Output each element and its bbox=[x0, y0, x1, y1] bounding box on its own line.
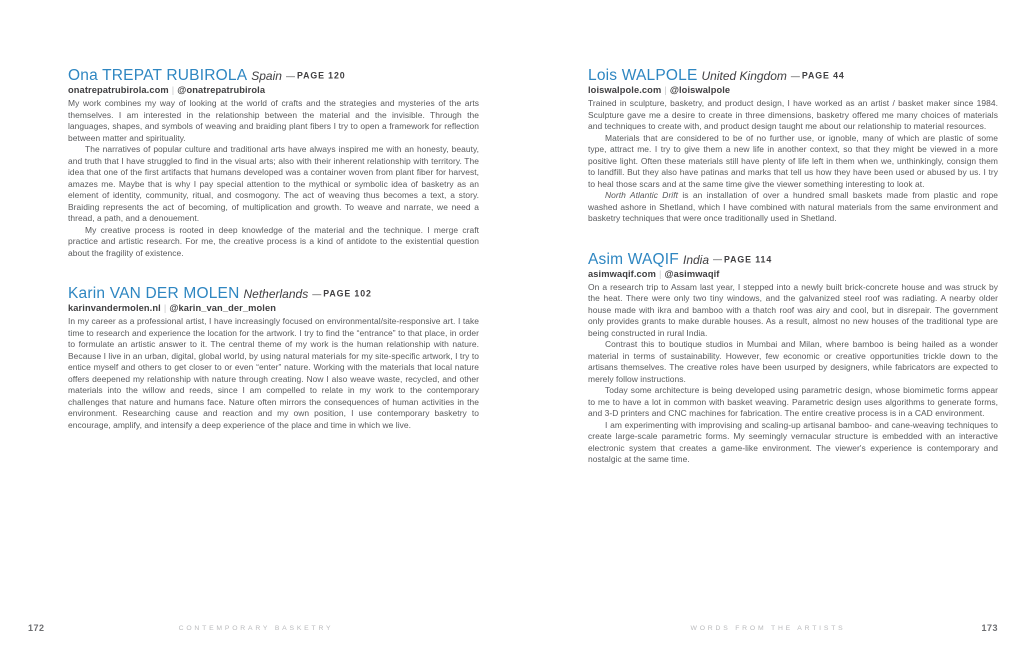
artist-website: loiswalpole.com bbox=[588, 85, 662, 95]
page-right-content bbox=[588, 64, 998, 466]
dash-separator: — bbox=[790, 70, 800, 81]
artist-heading bbox=[588, 248, 998, 269]
bio-paragraph: On a research trip to Assam last year, I stepped into a newly built brick-concrete house and was struck by the heat. There were only two tiny windows, and the galvanized steel roof was radiating. A nearby older house made with ikra and bamboo with a thatch roof was airy and cool, but in disrepair. The government only provides grants to make durable houses. As a result, almost no new houses of the traditional type are being constructed in rural India. bbox=[588, 281, 998, 338]
artist-name: Asim WAQIF bbox=[588, 250, 679, 268]
artist-name: Ona TREPAT RUBIROLA bbox=[68, 67, 248, 84]
artist-section bbox=[588, 64, 998, 225]
artist-heading bbox=[68, 282, 479, 303]
artist-bio bbox=[68, 98, 479, 259]
page-number-right: 173 bbox=[981, 623, 998, 633]
artist-contact-line bbox=[588, 85, 998, 96]
contact-separator: | bbox=[658, 268, 662, 279]
bio-paragraph: My creative process is rooted in deep knowledge of the material and the technique. I merge craft practice and artistic research. For me, the creative process is a kind of antidote to the existential question about the fragility of existence. bbox=[68, 224, 479, 258]
artist-country: Spain bbox=[251, 69, 282, 83]
page-right bbox=[512, 0, 1024, 663]
artist-page-ref: PAGE 120 bbox=[296, 70, 346, 81]
artist-contact-line bbox=[588, 269, 998, 280]
running-footer-left: CONTEMPORARY BASKETRY bbox=[178, 625, 334, 632]
bio-paragraph: Materials that are considered to be of no further use, or ignoble, many of which are plastic of some type, attract me. I try to give them a new life in another context, so that they might be viewed in a more positive light. Often these materials still have plenty of life left in them when we, unthinkingly, consign them to landfill. But they also have patinas and marks that tell us how they have been used or abused by us. I try to heal those scars and at the same time give the viewer something interesting to look at. bbox=[588, 132, 998, 189]
artist-page-ref: PAGE 102 bbox=[323, 288, 372, 299]
artist-country: United Kingdom bbox=[701, 69, 787, 83]
artist-section bbox=[588, 248, 998, 466]
contact-separator: | bbox=[163, 303, 167, 313]
artist-social-handle: @loiswalpole bbox=[669, 85, 731, 95]
artwork-title: North Atlantic Drift bbox=[605, 190, 679, 200]
artist-contact-line bbox=[68, 85, 479, 96]
contact-separator: | bbox=[171, 85, 175, 95]
artist-section bbox=[68, 282, 479, 431]
artist-website: karinvandermolen.nl bbox=[68, 303, 161, 313]
artist-social-handle: @onatrepatrubirola bbox=[177, 85, 266, 95]
artist-bio bbox=[68, 316, 479, 431]
bio-paragraph: My work combines my way of looking at the world of crafts and the strategies and mysteries of the arts themselves. I am interested in the relationship between the material and the invisible. Through the languages, shapes, and symbols of weaving and braiding plant fibers I try to open a framework for reflection between matter and spirituality. bbox=[68, 98, 479, 143]
page-number-left: 172 bbox=[28, 623, 45, 633]
bio-paragraph: Today some architecture is being developed using parametric design, whose biomimetic forms appear to me to have a lot in common with basket weaving. Parametric design uses algorithms to generate forms, and 3-D printers and CNC machines for fabrication. The entire creative process is in a CAD environment. bbox=[588, 385, 998, 418]
bio-paragraph: North Atlantic Drift is an installation of over a hundred small baskets made from plastic and rope washed ashore in Shetland, which I have combined with natural materials from the same environment and basketry techniques that were once traditionally used in Shetland. bbox=[588, 190, 998, 223]
artist-social-handle: @asimwaqif bbox=[664, 268, 720, 279]
bio-paragraph: The narratives of popular culture and traditional arts have always inspired me with an honesty, beauty, and truth that I have struggled to find in the visual arts; also with their inherent relationship with territory. The idea that one of the first artifacts that humans developed was a container woven from plant fiber for harvest, amazes me. Maybe that is why I pay special attention to the mythical or symbolic idea of basketry as an element of identity, community, ritual, and cosmogony. The act of weaving thus becomes a text, a story. Braiding represents the act of becoming, of multiplication and growth. To weave and narrate, we need a thread, a path, and a denouement. bbox=[68, 144, 479, 223]
artist-section bbox=[68, 64, 479, 259]
artist-bio bbox=[588, 282, 998, 466]
artist-social-handle: @karin_van_der_molen bbox=[169, 303, 277, 313]
artist-bio bbox=[588, 98, 998, 225]
contact-separator: | bbox=[664, 85, 667, 95]
bio-paragraph: Trained in sculpture, basketry, and product design, I have worked as an artist / basket maker since 1984. Sculpture gave me a desire to create in three dimensions, basketry offered me many choices of materials and techniques to create with, and product design taught me about our relationship to material resources. bbox=[588, 98, 998, 131]
bio-paragraph: In my career as a professional artist, I have increasingly focused on environmental/site-responsive art. I take time to research and experience the location for the artwork. I try to find the “entrance” to that place, in order to formulate an artistic answer to it. The central theme of my work is the human relationship with nature. Because I live in an urban, digital, global world, by using natural materials for my site-specific artwork, I try to entice myself and others to get closer to or even “enter” nature. Working with the materials that local nature offers deepened my relationship with nature through creating. Now I also weave waste, recycled, and other materials into the willow and reeds, since I am compelled to relate in my work to the contemporary challenges that nature and humans face. Nature often mirrors the consequences of human activities in the environment. Researching cause and reaction and my own position, I use contemporary basketry to encourage, amplify, and intensify a deep experience of the place and time in which we live. bbox=[68, 316, 479, 430]
artist-name: Lois WALPOLE bbox=[588, 67, 698, 84]
bio-paragraph: I am experimenting with improvising and scaling-up artisanal bamboo- and cane-weaving techniques to create large-scale parametric forms. My seemingly vernacular structure is embedded with an interactive electronic system that creates a game-like environment. The viewer's experience is contemporary and nostalgic at the same time. bbox=[588, 419, 998, 464]
artist-country: Netherlands bbox=[243, 287, 309, 301]
artist-name: Karin VAN DER MOLEN bbox=[68, 285, 240, 302]
page-left-content bbox=[68, 64, 479, 431]
artist-page-ref: PAGE 114 bbox=[724, 254, 773, 264]
running-footer-right: WORDS FROM THE ARTISTS bbox=[690, 625, 846, 632]
artist-website: onatrepatrubirola.com bbox=[68, 85, 169, 95]
dash-separator: — bbox=[285, 70, 295, 81]
artist-contact-line bbox=[68, 303, 479, 314]
artist-heading bbox=[68, 64, 479, 85]
dash-separator: — bbox=[713, 254, 723, 264]
bio-paragraph: Contrast this to boutique studios in Mumbai and Milan, where bamboo is being hailed as a wonder material in terms of sustainability. However, few economic or creative opportunities trickle down to the artisans themselves. The creative roles have been usurped by designers, while fabricators are expected to merely follow instructions. bbox=[588, 339, 998, 384]
artist-country: India bbox=[682, 252, 710, 267]
dash-separator: — bbox=[312, 288, 322, 299]
artist-page-ref: PAGE 44 bbox=[801, 70, 845, 81]
artist-website: asimwaqif.com bbox=[588, 268, 656, 279]
artist-heading bbox=[588, 64, 998, 85]
